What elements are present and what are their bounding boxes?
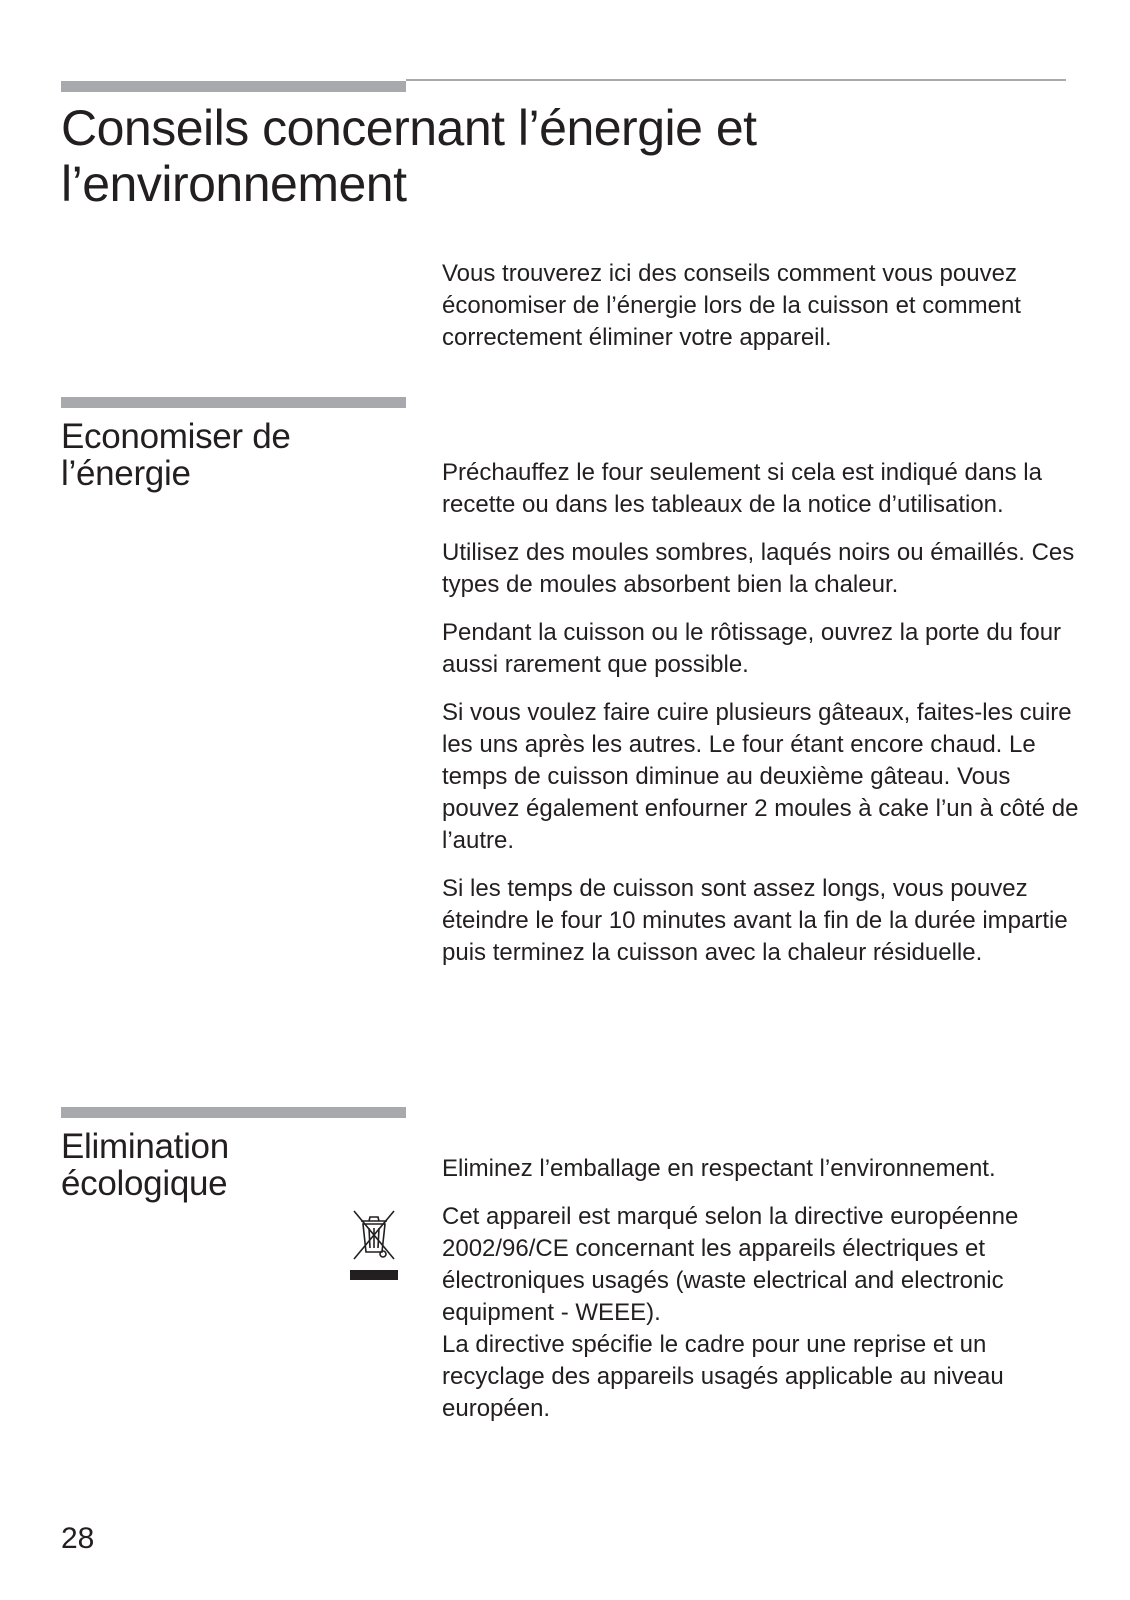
title-rule-line	[406, 79, 1066, 81]
page-title: Conseils concernant l’énergie et l’environnement	[61, 100, 757, 212]
disposal-paragraph: Eliminez l’emballage en respectant l’environnement.	[442, 1155, 996, 1182]
disposal-paragraph: La directive spécifie le cadre pour une reprise et un recyclage des appareils usagés applicable au niveau européen.	[442, 1331, 1004, 1422]
section-heading-disposal: Elimination écologique	[61, 1127, 229, 1203]
section-rule-disposal	[61, 1107, 406, 1118]
title-rule-accent	[61, 81, 406, 92]
section-heading-energy: Economiser de l’énergie	[61, 417, 291, 493]
disposal-paragraphs	[442, 1153, 1082, 1441]
page-number: 28	[61, 1522, 95, 1555]
energy-paragraph: Utilisez des moules sombres, laqués noirs ou émaillés. Ces types de moules absorbent bien la chaleur.	[442, 539, 1075, 598]
intro-block	[442, 258, 1082, 370]
energy-paragraph: Si les temps de cuisson sont assez longs, vous pouvez éteindre le four 10 minutes avant la fin de la durée impartie puis terminez la cuisson avec la chaleur résiduelle.	[442, 875, 1068, 966]
crossed-out-wheelie-bin-icon	[350, 1208, 398, 1284]
energy-paragraph: Pendant la cuisson ou le rôtissage, ouvrez la porte du four aussi rarement que possible.	[442, 619, 1062, 678]
intro-paragraph: Vous trouverez ici des conseils comment vous pouvez économiser de l’énergie lors de la cuisson et comment correctement éliminer votre appareil.	[442, 260, 1021, 351]
section-rule-energy	[61, 397, 406, 408]
disposal-paragraph: Cet appareil est marqué selon la directive européenne 2002/96/CE concernant les appareils électriques et électroniques usagés (waste electrical and electronic equipment - WEEE).	[442, 1203, 1019, 1326]
energy-paragraphs	[442, 457, 1082, 985]
energy-paragraph: Préchauffez le four seulement si cela est indiqué dans la recette ou dans les tableaux de la notice d’utilisation.	[442, 459, 1042, 518]
energy-paragraph: Si vous voulez faire cuire plusieurs gâteaux, faites-les cuire les uns après les autres. Le four étant encore chaud. Le temps de cuisson diminue au deuxième gâteau. Vous pouvez également enfourner 2 moules à cake l’un à côté de l’autre.	[442, 699, 1079, 854]
